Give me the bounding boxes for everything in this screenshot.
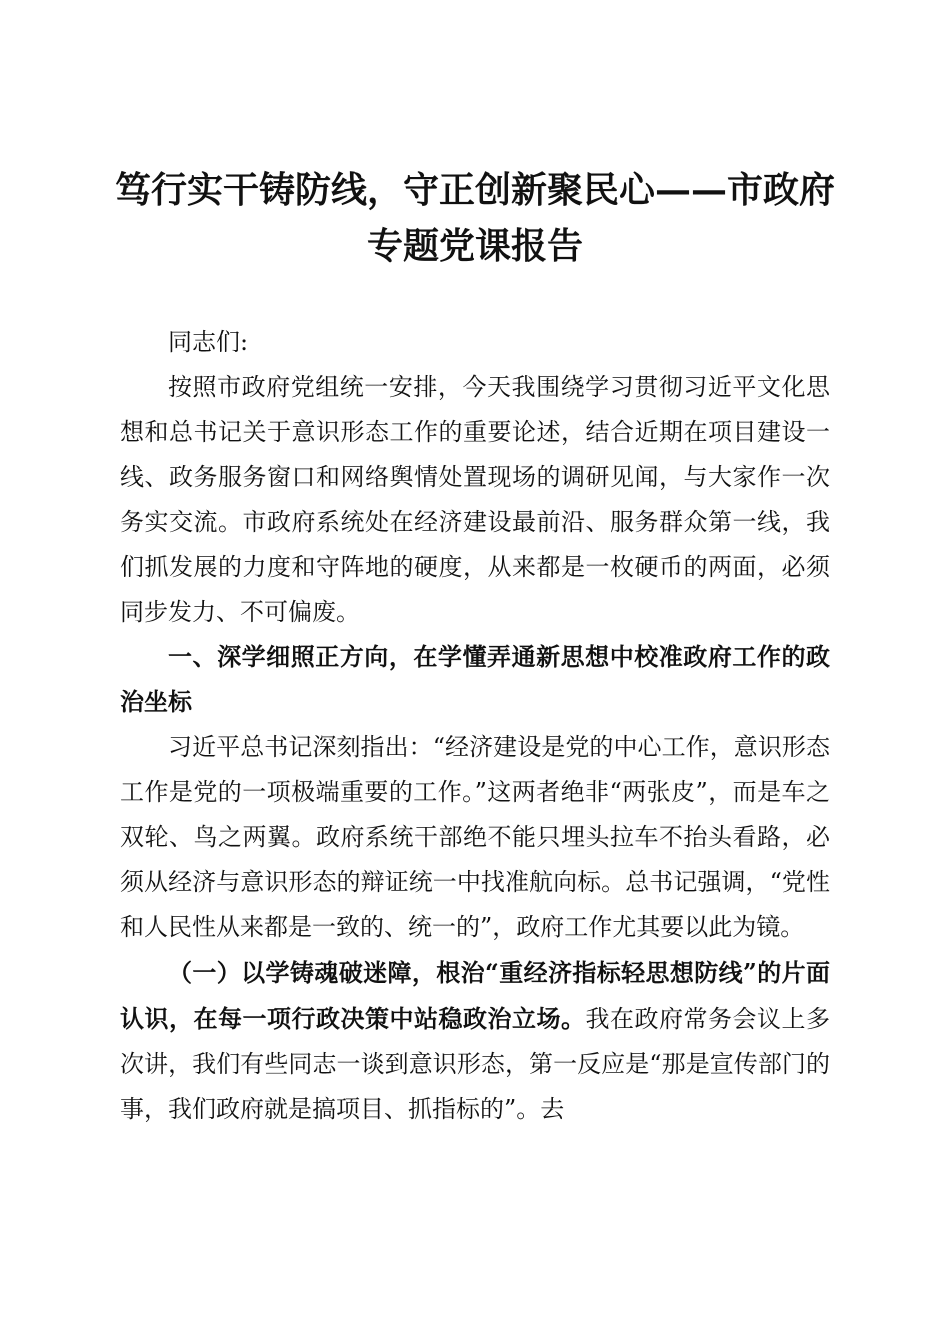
intro-paragraph: 按照市政府党组统一安排，今天我围绕学习贯彻习近平文化思想和总书记关于意识形态工作的重要论述，结合近期在项目建设一线、政务服务窗口和网络舆情处置现场的调研见闻，与大家作一次务实交流。市政府系统处在经济建设最前沿、服务群众第一线，我们抓发展的力度和守阵地的硬度，从来都是一枚硬币的两面，必须同步发力、不可偏废。 xyxy=(120,373,830,626)
subsection-1-paragraph xyxy=(120,950,830,1132)
document-title xyxy=(110,162,840,274)
title-line-1: 笃行实干铸防线，守正创新聚民心——市政府 xyxy=(114,169,835,211)
salutation: 同志们: xyxy=(168,328,249,356)
title-line-2: 专题党课报告 xyxy=(366,225,583,267)
subsection-1-text: 我在政府常务会议上多次讲，我们有些同志一谈到意识形态，第一反应是“那是宣传部门的事，我们政府就是搞项目、抓指标的”。去 xyxy=(120,1005,830,1123)
subsection-1-lead: （一）以学铸魂破迷障，根治“重经济指标轻思想防线”的片面认识，在每一项行政决策中站稳政治立场。 xyxy=(120,958,830,1033)
section-1-heading: 一、深学细照正方向，在学懂弄通新思想中校准政府工作的政治坐标 xyxy=(120,643,830,716)
section-1-paragraph: 习近平总书记深刻指出：“经济建设是党的中心工作，意识形态工作是党的一项极端重要的工作。”这两者绝非“两张皮”，而是车之双轮、鸟之两翼。政府系统干部绝不能只埋头拉车不抬头看路，必须从经济与意识形态的辩证统一中找准航向标。总书记强调，“党性和人民性从来都是一致的、统一的”，政府工作尤其要以此为镜。 xyxy=(120,733,830,941)
document-body xyxy=(120,320,830,1132)
